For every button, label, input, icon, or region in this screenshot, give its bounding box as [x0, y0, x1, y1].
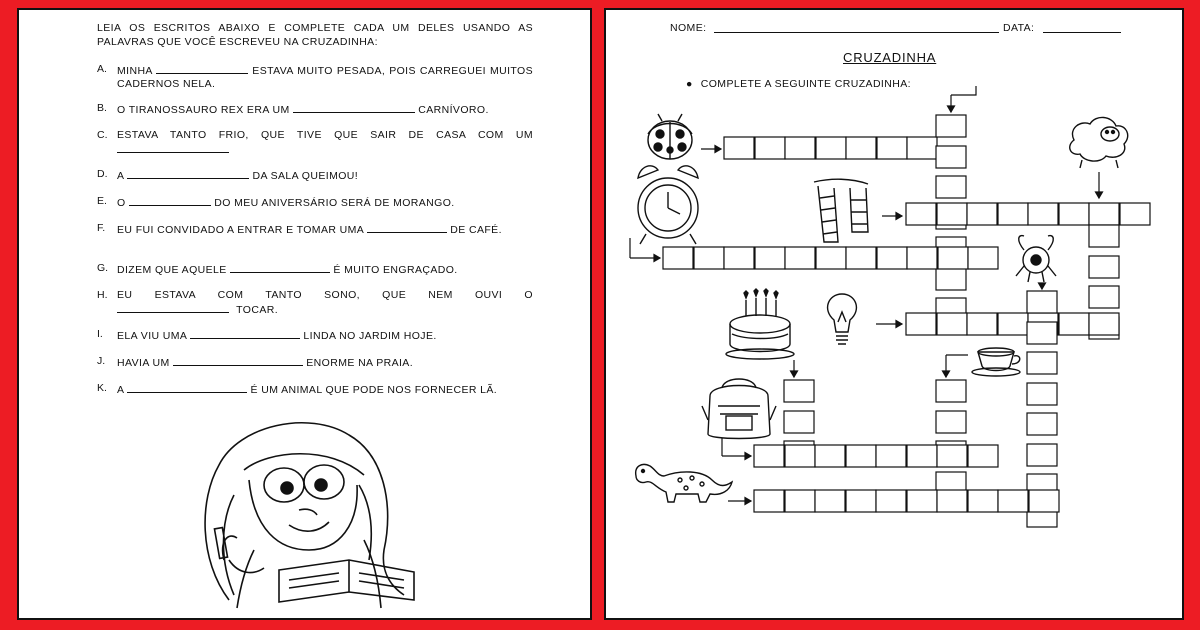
answer-blank-j[interactable]	[173, 355, 303, 366]
item-d: A DA SALA QUEIMOU!	[117, 170, 359, 182]
item-letter-j: J.	[97, 355, 106, 367]
crossword-cell[interactable]	[785, 490, 815, 512]
crossword-cell[interactable]	[937, 445, 967, 467]
crossword-cell[interactable]	[877, 137, 907, 159]
crossword-cell[interactable]	[755, 247, 785, 269]
item-letter-i: I.	[97, 328, 103, 340]
crossword-cell[interactable]	[1027, 444, 1057, 466]
item-b: O TIRANOSSAURO REX ERA UM CARNÍVORO.	[117, 104, 489, 116]
crossword-cell[interactable]	[754, 445, 784, 467]
item-f: EU FUI CONVIDADO A ENTRAR E TOMAR UMA DE CAFÉ.	[117, 224, 502, 236]
crossword-cell[interactable]	[846, 137, 876, 159]
answer-blank-h[interactable]	[117, 302, 229, 313]
arrow-right-icon	[896, 321, 902, 328]
page-title: CRUZADINHA	[843, 50, 937, 65]
item-letter-g: G.	[97, 262, 109, 274]
crossword-cell[interactable]	[816, 247, 846, 269]
crossword-cell[interactable]	[784, 411, 814, 433]
crossword-cell[interactable]	[907, 247, 937, 269]
crossword-cell[interactable]	[815, 445, 845, 467]
answer-blank-c[interactable]	[117, 142, 229, 153]
crossword-cell[interactable]	[937, 203, 967, 225]
crossword-cell[interactable]	[785, 137, 815, 159]
arrow-right-icon	[745, 498, 751, 505]
alarm-clock-icon	[638, 166, 698, 244]
crossword-cell[interactable]	[876, 445, 906, 467]
answer-blank-a[interactable]	[156, 63, 248, 74]
crossword-cell[interactable]	[755, 137, 785, 159]
answer-blank-f[interactable]	[367, 222, 447, 233]
crossword-cell[interactable]	[724, 247, 754, 269]
arrow-down-icon	[791, 371, 798, 377]
crossword-cell[interactable]	[1028, 203, 1058, 225]
crossword-cell[interactable]	[936, 380, 966, 402]
data-label: DATA:	[1003, 22, 1035, 34]
crossword-cell[interactable]	[1089, 313, 1119, 335]
crossword-cell[interactable]	[1029, 490, 1059, 512]
arrow-down-icon	[1096, 192, 1103, 198]
item-letter-h: H.	[97, 289, 108, 301]
bullet-icon: ●	[686, 78, 693, 90]
teacup-icon	[972, 348, 1020, 376]
crossword-cell[interactable]	[967, 313, 997, 335]
crossword-cell[interactable]	[938, 247, 968, 269]
crossword-instruction: ● COMPLETE A SEGUINTE CRUZADINHA:	[686, 78, 911, 90]
crossword-cell[interactable]	[907, 445, 937, 467]
crossword-cell[interactable]	[907, 137, 937, 159]
crossword-puzzle	[606, 10, 1182, 618]
sheep-icon	[1070, 117, 1128, 168]
arrow-down-icon	[1039, 283, 1046, 289]
arrow-right-icon	[896, 213, 902, 220]
arrow-down-icon	[943, 371, 950, 377]
crossword-cell[interactable]	[785, 247, 815, 269]
crossword-cell[interactable]	[1059, 203, 1089, 225]
item-letter-e: E.	[97, 195, 107, 207]
crossword-cell[interactable]	[968, 247, 998, 269]
crossword-cell[interactable]	[936, 176, 966, 198]
crossword-cell[interactable]	[936, 146, 966, 168]
crossword-cell[interactable]	[1027, 413, 1057, 435]
item-letter-d: D.	[97, 168, 108, 180]
crossword-cell[interactable]	[724, 137, 754, 159]
answer-blank-e[interactable]	[129, 195, 211, 206]
ladybug-icon	[648, 114, 692, 159]
left-worksheet-page	[17, 8, 592, 620]
answer-blank-d[interactable]	[127, 168, 249, 179]
crossword-cell[interactable]	[937, 490, 967, 512]
crossword-cell[interactable]	[815, 490, 845, 512]
crossword-cell[interactable]	[998, 490, 1028, 512]
instructions-text: LEIA OS ESCRITOS ABAIXO E COMPLETE CADA UM DELES USANDO AS PALAVRAS QUE VOCÊ ESCREVEU NA CRUZADINHA:	[97, 22, 533, 48]
crossword-cell[interactable]	[1027, 352, 1057, 374]
crossword-cell[interactable]	[937, 313, 967, 335]
crossword-cell[interactable]	[1089, 286, 1119, 308]
item-a: MINHA ESTAVA MUITO PESADA, POIS CARREGUEI MUITOS CADERNOS NELA.	[117, 65, 533, 90]
crossword-cell[interactable]	[907, 490, 937, 512]
birthday-cake-icon	[726, 289, 794, 359]
crossword-cell[interactable]	[785, 445, 815, 467]
crossword-cell[interactable]	[816, 137, 846, 159]
clown-icon	[1016, 236, 1056, 282]
crossword-cell[interactable]	[694, 247, 724, 269]
item-letter-c: C.	[97, 129, 108, 141]
scarf-icon	[814, 179, 868, 242]
crossword-cell[interactable]	[877, 247, 907, 269]
girl-reading-illustration	[159, 410, 459, 610]
crossword-cell[interactable]	[846, 247, 876, 269]
crossword-cell[interactable]	[906, 313, 936, 335]
arrow-right-icon	[654, 255, 660, 262]
crossword-cell[interactable]	[663, 247, 693, 269]
crossword-cell[interactable]	[968, 490, 998, 512]
crossword-cell[interactable]	[1089, 256, 1119, 278]
crossword-cell[interactable]	[876, 490, 906, 512]
crossword-cell[interactable]	[968, 445, 998, 467]
item-h: EU ESTAVA COM TANTO SONO, QUE NEM OUVI O TOCAR.	[117, 289, 533, 316]
lightbulb-icon	[828, 294, 857, 344]
crossword-cell[interactable]	[1059, 313, 1089, 335]
crossword-cell[interactable]	[784, 380, 814, 402]
answer-blank-g[interactable]	[230, 262, 330, 273]
item-letter-k: K.	[97, 382, 107, 394]
item-i: ELA VIU UMA LINDA NO JARDIM HOJE.	[117, 330, 437, 342]
nome-label: NOME:	[670, 22, 707, 34]
item-e: O DO MEU ANIVERSÁRIO SERÁ DE MORANGO.	[117, 197, 455, 209]
item-c: ESTAVA TANTO FRIO, QUE TIVE QUE SAIR DE CASA COM UM	[117, 129, 533, 157]
crossword-cell[interactable]	[998, 203, 1028, 225]
crossword-cell[interactable]	[998, 313, 1028, 335]
crossword-cell[interactable]	[1120, 203, 1150, 225]
crossword-cell[interactable]	[1027, 291, 1057, 313]
crossword-cell[interactable]	[936, 411, 966, 433]
answer-blank-i[interactable]	[190, 328, 300, 339]
crossword-cell[interactable]	[1027, 322, 1057, 344]
crossword-cell[interactable]	[936, 268, 966, 290]
crossword-cell[interactable]	[967, 203, 997, 225]
crossword-cell[interactable]	[936, 115, 966, 137]
arrow-down-icon	[948, 106, 955, 112]
crossword-cell[interactable]	[1089, 225, 1119, 247]
item-g: DIZEM QUE AQUELE É MUITO ENGRAÇADO.	[117, 264, 458, 276]
backpack-icon	[702, 379, 776, 439]
crossword-cell[interactable]	[906, 203, 936, 225]
arrow-right-icon	[715, 146, 721, 153]
item-k: A É UM ANIMAL QUE PODE NOS FORNECER LÃ.	[117, 384, 498, 396]
item-letter-f: F.	[97, 222, 106, 234]
answer-blank-k[interactable]	[127, 382, 247, 393]
right-worksheet-page	[604, 8, 1184, 620]
item-letter-b: B.	[97, 102, 107, 114]
arrow-right-icon	[745, 453, 751, 460]
crossword-cell[interactable]	[1027, 383, 1057, 405]
crossword-cell[interactable]	[1089, 203, 1119, 225]
item-j: HAVIA UM ENORME NA PRAIA.	[117, 357, 414, 369]
crossword-cell[interactable]	[846, 445, 876, 467]
item-letter-a: A.	[97, 63, 107, 75]
crossword-cell[interactable]	[754, 490, 784, 512]
crossword-cell[interactable]	[846, 490, 876, 512]
dinosaur-icon	[636, 464, 732, 502]
answer-blank-b[interactable]	[293, 102, 415, 113]
